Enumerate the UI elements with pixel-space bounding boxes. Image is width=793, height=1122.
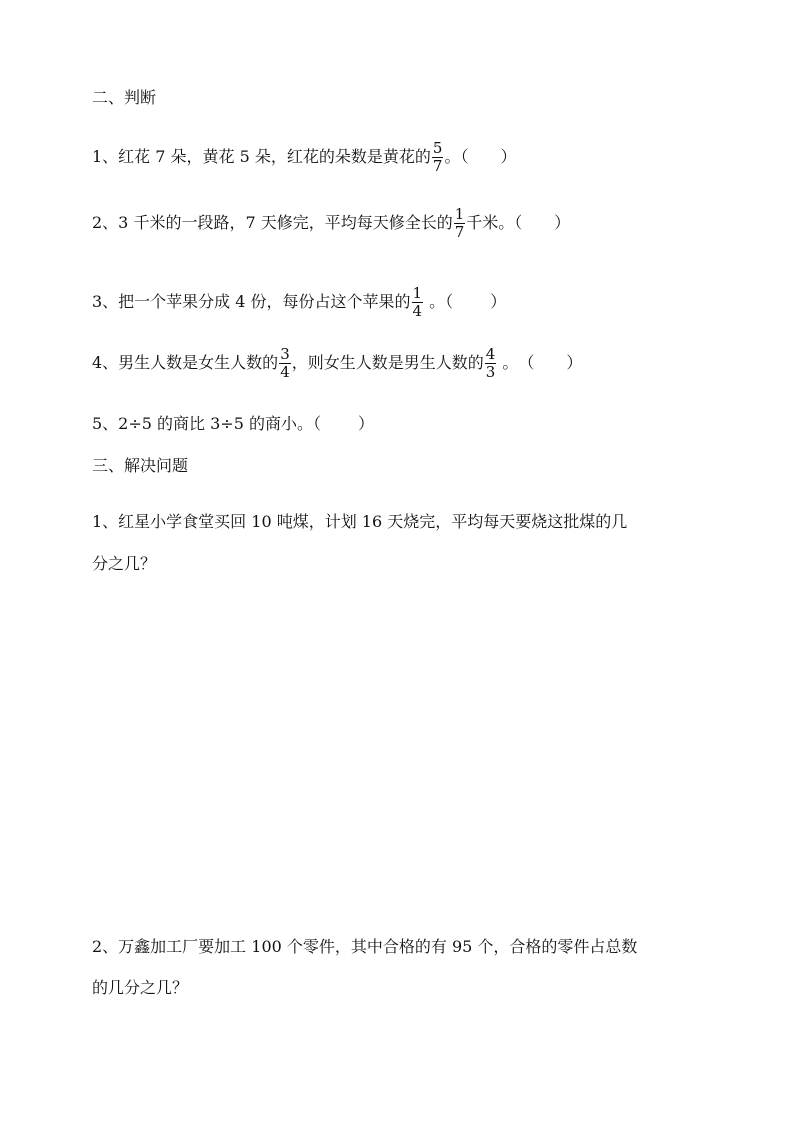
problem-2-line-1: 2、万鑫加工厂要加工 100 个零件，其中合格的有 95 个，合格的零件占总数 [92, 937, 638, 956]
fraction-numerator: 1 [454, 205, 465, 223]
section-heading-problems: 三、解决问题 [92, 456, 189, 475]
fraction [454, 206, 466, 241]
fraction-denominator: 7 [432, 157, 443, 175]
fraction-numerator: 1 [412, 284, 423, 302]
judgment-item-5: 5、2÷5 的商比 3÷5 的商小。（ ） [92, 414, 375, 433]
fraction-numerator: 4 [485, 345, 496, 363]
fraction-denominator: 4 [280, 363, 290, 381]
judgment-item-3 [92, 285, 506, 320]
item-text: 2、3 千米的一段路，7 天修完，平均每天修全长的 [92, 213, 453, 232]
section-heading-judgment: 二、判断 [92, 88, 157, 107]
fraction [412, 285, 424, 320]
item-text-middle: ，则女生人数是男生人数的 [291, 353, 484, 372]
answer-blank: 。（ ） [444, 147, 517, 166]
fraction-denominator: 4 [412, 302, 423, 320]
fraction [485, 346, 497, 381]
judgment-item-4 [92, 346, 582, 381]
problem-2-line-2: 的几分之几？ [92, 978, 189, 997]
fraction-numerator: 3 [280, 345, 290, 363]
item-text: 1、红花 7 朵，黄花 5 朵，红花的朵数是黄花的 [92, 147, 431, 166]
item-text: 3、把一个苹果分成 4 份，每份占这个苹果的 [92, 292, 411, 311]
problem-1-line-2: 分之几？ [92, 554, 157, 573]
item-text: 4、男生人数是女生人数的 [92, 353, 279, 372]
fraction-denominator: 3 [485, 363, 496, 381]
fraction [432, 140, 444, 175]
answer-blank: 。 （ ） [497, 353, 583, 372]
answer-blank: 。（ ） [424, 292, 507, 311]
fraction [279, 346, 291, 381]
answer-blank: 千米。（ ） [466, 213, 571, 232]
problem-1-line-1: 1、红星小学食堂买回 10 吨煤，计划 16 天烧完，平均每天要烧这批煤的几 [92, 512, 628, 531]
fraction-numerator: 5 [432, 139, 443, 157]
judgment-item-1 [92, 140, 516, 175]
judgment-item-2 [92, 206, 570, 241]
fraction-denominator: 7 [454, 223, 465, 241]
